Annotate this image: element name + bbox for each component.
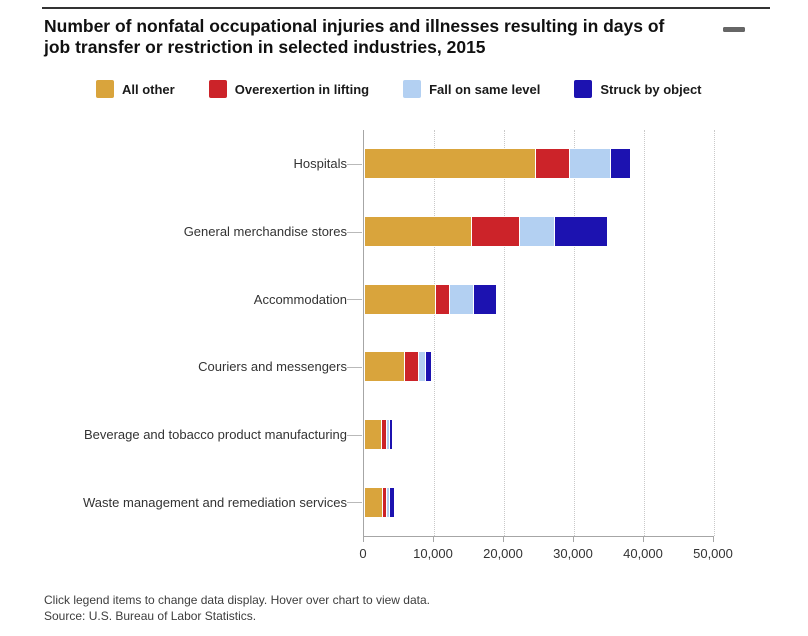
- x-axis-tick-label: 0: [359, 546, 367, 561]
- legend: [96, 80, 702, 98]
- bar-general-merchandise-stores: [364, 216, 608, 247]
- category-label: Accommodation: [253, 291, 347, 307]
- x-axis-tick-label: 40,000: [623, 546, 663, 561]
- bar-beverage-and-tobacco-product-manufacturing: [364, 419, 393, 450]
- x-axis-tick-label: 50,000: [693, 546, 733, 561]
- bar-segment[interactable]: [535, 148, 569, 179]
- footer-source: Source: U.S. Bureau of Labor Statistics.: [44, 609, 257, 624]
- legend-swatch-icon: [403, 80, 421, 98]
- gridline: [644, 130, 645, 536]
- bar-segment[interactable]: [418, 351, 425, 382]
- gridline: [714, 130, 715, 536]
- bar-segment[interactable]: [610, 148, 631, 179]
- legend-swatch-icon: [574, 80, 592, 98]
- bar-segment[interactable]: [364, 351, 404, 382]
- chart-top-border: [42, 7, 770, 9]
- bar-segment[interactable]: [364, 419, 381, 450]
- legend-item-2[interactable]: [403, 80, 540, 98]
- bar-segment[interactable]: [519, 216, 554, 247]
- legend-label: Struck by object: [600, 81, 702, 97]
- x-axis-tick-label: 30,000: [553, 546, 593, 561]
- bar-hospitals: [364, 148, 631, 179]
- gridline: [434, 130, 435, 536]
- hamburger-icon: [723, 27, 745, 32]
- chart-menu-button[interactable]: [723, 27, 747, 47]
- bar-segment[interactable]: [569, 148, 610, 179]
- x-axis-tick: [503, 536, 504, 542]
- gridline: [504, 130, 505, 536]
- bar-segment[interactable]: [389, 419, 393, 450]
- category-tick: [347, 164, 362, 165]
- bar-segment[interactable]: [364, 148, 535, 179]
- bar-segment[interactable]: [435, 284, 450, 315]
- x-axis-tick-label: 10,000: [413, 546, 453, 561]
- category-tick: [347, 435, 362, 436]
- category-tick: [347, 502, 362, 503]
- chart-title: Number of nonfatal occupational injuries and illnesses resulting in days of job transfer or restriction in selected industries, 2015: [44, 16, 665, 58]
- legend-item-0[interactable]: [96, 80, 175, 98]
- bar-segment[interactable]: [554, 216, 608, 247]
- bar-segment[interactable]: [473, 284, 497, 315]
- category-label: Waste management and remediation services: [83, 494, 347, 510]
- legend-item-3[interactable]: [574, 80, 701, 98]
- category-tick: [347, 367, 362, 368]
- bar-segment[interactable]: [364, 284, 435, 315]
- x-axis-tick: [643, 536, 644, 542]
- x-axis-tick: [713, 536, 714, 542]
- bar-segment[interactable]: [364, 216, 471, 247]
- legend-label: Overexertion in lifting: [234, 81, 370, 97]
- x-axis-tick: [363, 536, 364, 542]
- gridline: [574, 130, 575, 536]
- legend-label: All other: [122, 81, 175, 97]
- bar-segment[interactable]: [364, 487, 382, 518]
- x-axis-tick: [433, 536, 434, 542]
- category-tick: [347, 299, 362, 300]
- x-axis-tick: [573, 536, 574, 542]
- legend-label: Fall on same level: [429, 81, 541, 97]
- legend-item-1[interactable]: [209, 80, 369, 98]
- category-label: Hospitals: [293, 156, 347, 172]
- bar-waste-management-and-remediation-services: [364, 487, 395, 518]
- plot-area: [363, 130, 714, 537]
- legend-swatch-icon: [96, 80, 114, 98]
- bar-segment[interactable]: [389, 487, 395, 518]
- footer-note: Click legend items to change data display. Hover over chart to view data.: [44, 593, 430, 607]
- category-label: Beverage and tobacco product manufacturing: [83, 426, 347, 442]
- bar-accommodation: [364, 284, 497, 315]
- bar-segment[interactable]: [471, 216, 519, 247]
- category-label: General merchandise stores: [183, 223, 347, 239]
- legend-swatch-icon: [209, 80, 227, 98]
- bar-segment[interactable]: [449, 284, 473, 315]
- bar-segment[interactable]: [425, 351, 432, 382]
- x-axis-tick-label: 20,000: [483, 546, 523, 561]
- category-label: Couriers and messengers: [198, 359, 347, 375]
- bar-segment[interactable]: [404, 351, 418, 382]
- chart-area: [40, 130, 740, 561]
- category-labels: [40, 130, 347, 537]
- footer: [44, 592, 430, 624]
- bar-couriers-and-messengers: [364, 351, 432, 382]
- category-tick: [347, 232, 362, 233]
